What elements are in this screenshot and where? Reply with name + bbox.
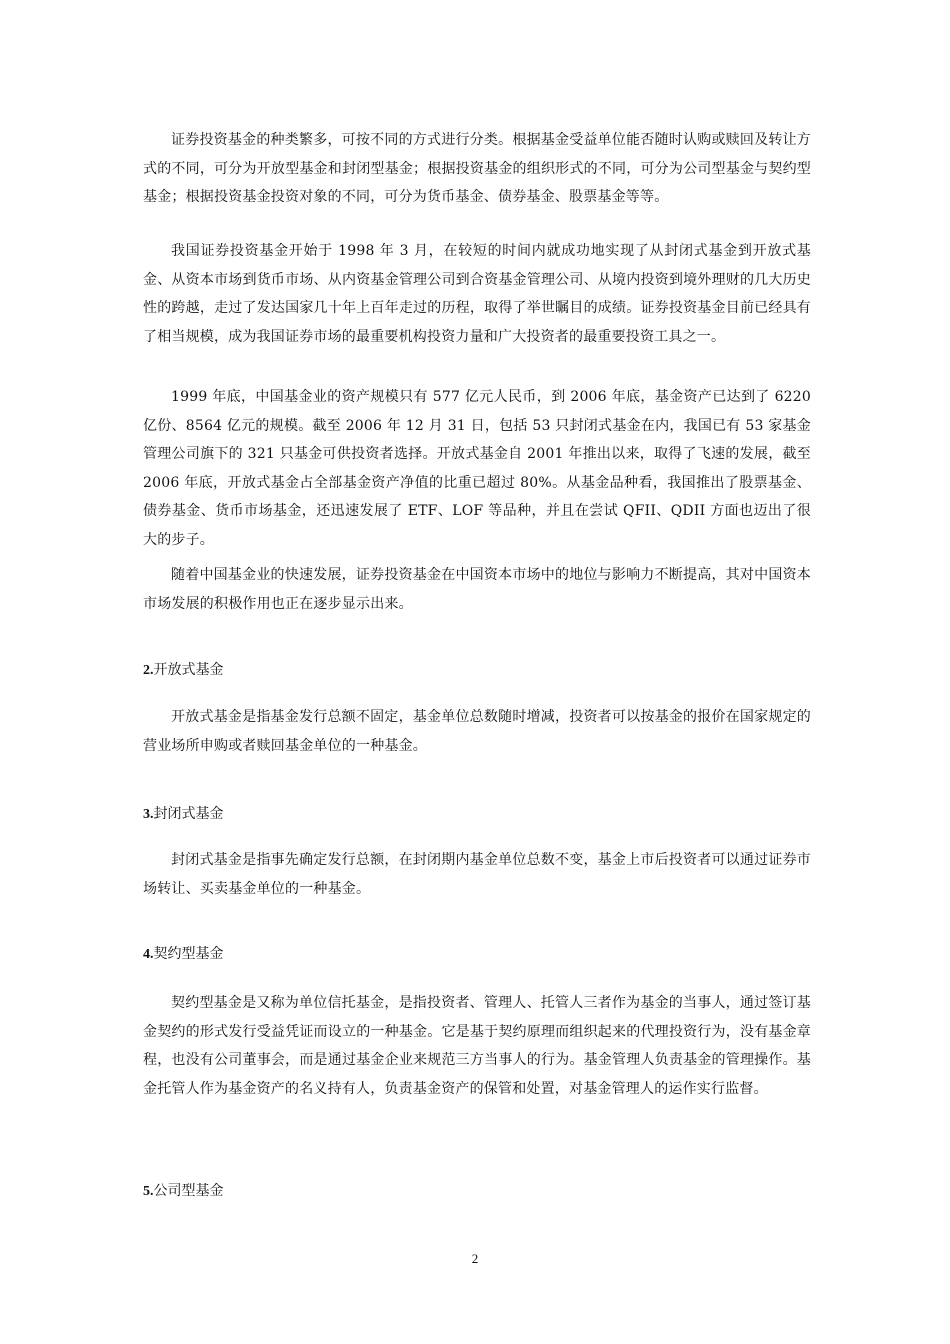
paragraph-fund-scale: 1999 年底，中国基金业的资产规模只有 577 亿元人民币，到 2006 年底，基金资产已达到了 6220 亿份、8564 亿元的规模。截至 2006 年 12 月 31 日，包括 53 只封闭式基金在内，我国已有 53 家基金管理公司旗下的 321 只基金可供投资者选择。开放式基金自 2001 年推出以来，取得了飞速的发展，截至 2006 年底，开放式基金占全部基金资产净值的比重已超过 80%。从基金品种看，我国推出了股票基金、债券基金、货币市场基金，还迅速发展了 ETF、LOF 等品种，并且在尝试 QFII、QDII 方面也迈出了很大的步子。 bbox=[143, 389, 811, 548]
section-title: 公司型基金 bbox=[153, 1183, 224, 1199]
paragraph-fund-history: 我国证券投资基金开始于 1998 年 3 月，在较短的时间内就成功地实现了从封闭式基金到开放式基金、从资本市场到货币市场、从内资基金管理公司到合资基金管理公司、从境内投资到境外理财的几大历史性的跨越，走过了发达国家几十年上百年走过的历程，取得了举世瞩目的成绩。证券投资基金目前已经具有了相当规模，成为我国证券市场的最重要机构投资力量和广大投资者的最重要投资工具之一。 bbox=[143, 243, 811, 345]
section-number: 4. bbox=[143, 947, 154, 962]
section-title: 开放式基金 bbox=[153, 662, 224, 678]
section-number: 5. bbox=[143, 1184, 154, 1199]
section-heading-corporate-fund bbox=[143, 1181, 224, 1202]
paragraph-contractual-fund: 契约型基金是又称为单位信托基金，是指投资者、管理人、托管人三者作为基金的当事人，通过签订基金契约的形式发行受益凭证而设立的一种基金。它是基于契约原理而组织起来的代理投资行为，没有基金章程，也没有公司董事会，而是通过基金企业来规范三方当事人的行为。基金管理人负责基金的管理操作。基金托管人作为基金资产的名义持有人，负责基金资产的保管和处置，对基金管理人的运作实行监督。 bbox=[143, 995, 811, 1097]
section-title: 封闭式基金 bbox=[153, 806, 224, 822]
page-number: 2 bbox=[471, 1251, 479, 1266]
section-heading-open-end-fund bbox=[143, 660, 224, 681]
paragraph-closed-end-fund: 封闭式基金是指事先确定发行总额，在封闭期内基金单位总数不变，基金上市后投资者可以通过证券市场转让、买卖基金单位的一种基金。 bbox=[143, 852, 811, 897]
paragraph-fund-development: 随着中国基金业的快速发展，证券投资基金在中国资本市场中的地位与影响力不断提高，其对中国资本市场发展的积极作用也正在逐步显示出来。 bbox=[143, 567, 811, 612]
paragraph-fund-classification: 证券投资基金的种类繁多，可按不同的方式进行分类。根据基金受益单位能否随时认购或赎回及转让方式的不同，可分为开放型基金和封闭型基金；根据投资基金的组织形式的不同，可分为公司型基金与契约型基金；根据投资基金投资对象的不同，可分为货币基金、债券基金、股票基金等等。 bbox=[143, 132, 811, 205]
section-number: 2. bbox=[143, 663, 154, 678]
section-heading-closed-end-fund bbox=[143, 804, 224, 825]
section-title: 契约型基金 bbox=[153, 946, 224, 962]
section-number: 3. bbox=[143, 807, 154, 822]
paragraph-open-end-fund: 开放式基金是指基金发行总额不固定，基金单位总数随时增减，投资者可以按基金的报价在国家规定的营业场所申购或者赎回基金单位的一种基金。 bbox=[143, 709, 811, 754]
section-heading-contractual-fund bbox=[143, 944, 224, 965]
